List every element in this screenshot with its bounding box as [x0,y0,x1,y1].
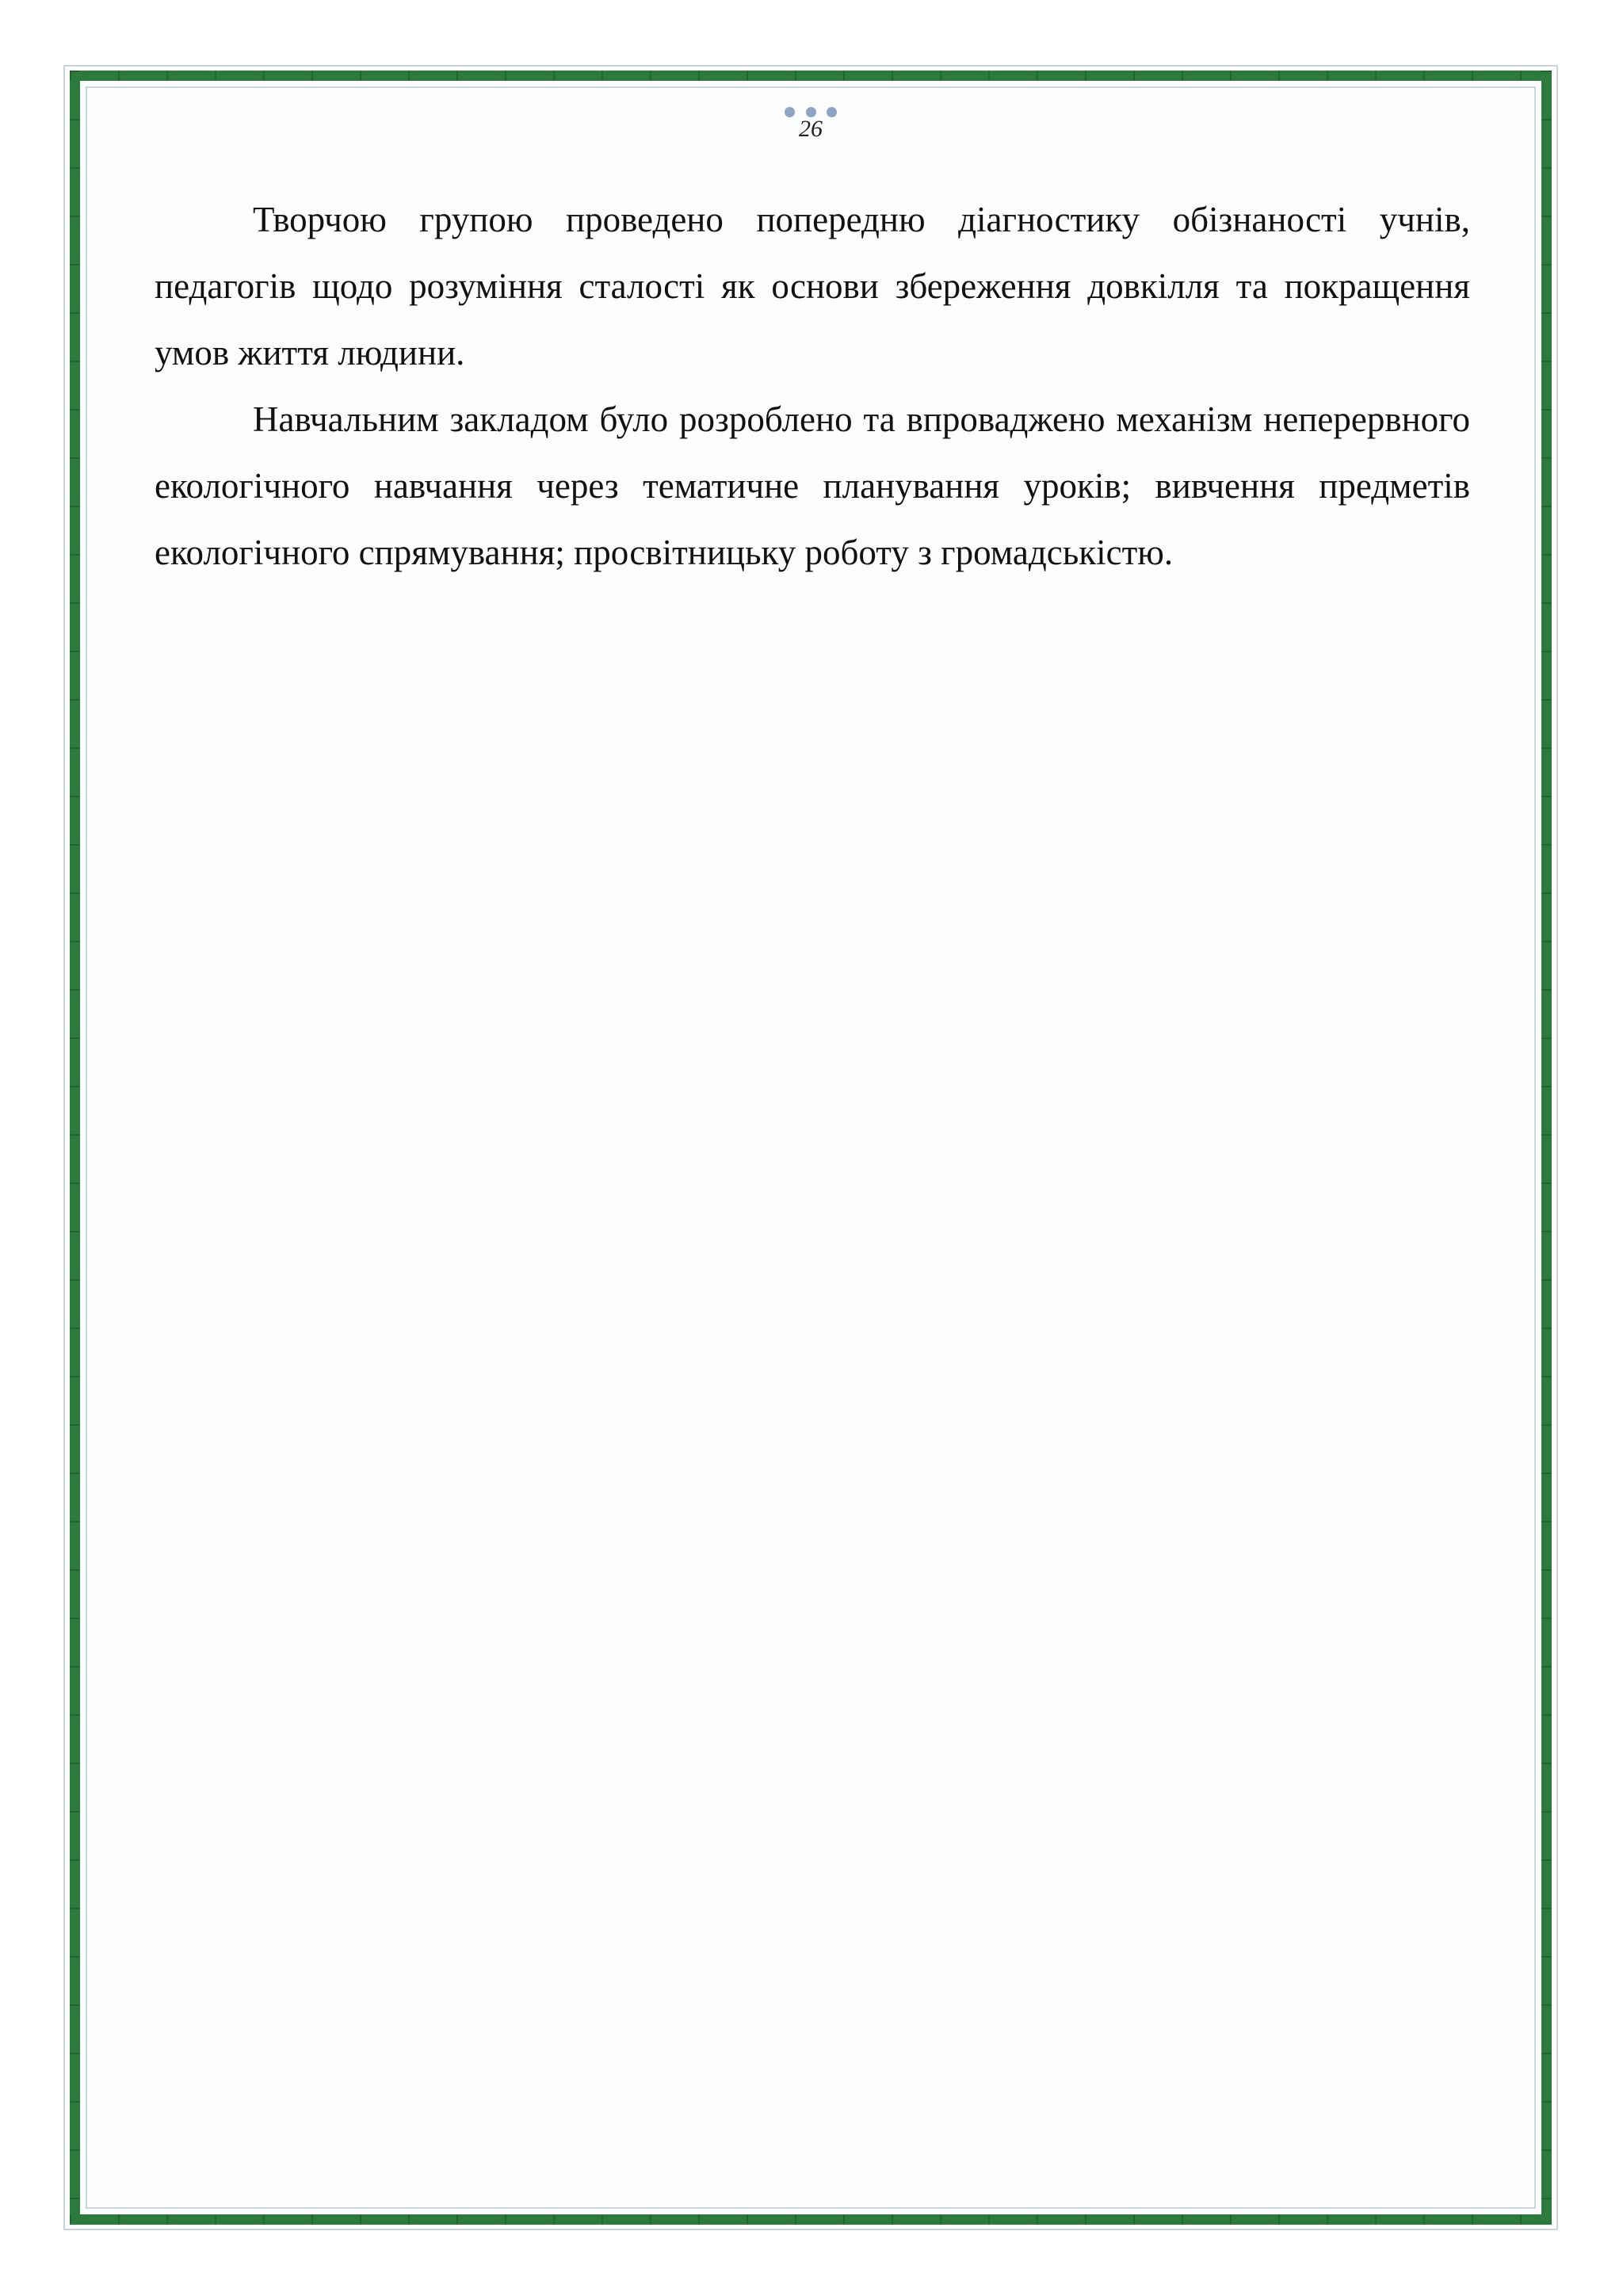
frame-notches-right [1541,71,1552,2225]
paragraph: Навчальним закладом було розроблено та впроваджено механізм неперервного екологічного навчання через тематичне планування уроків; вивчення предметів екологічного спрямування; просвітницьку роботу з громадськістю. [155,399,1470,572]
frame-notches-left [70,71,80,2225]
frame-notches-top [70,71,1552,81]
paragraph: Творчою групою проведено попередню діагностику обізнаності учнів, педагогів щодо розуміння сталості як основи збереження довкілля та покращення умов життя людини. [155,200,1470,372]
page-number: 26 [799,116,823,142]
frame-notches-bottom [70,2214,1552,2225]
body-text [155,186,1470,586]
